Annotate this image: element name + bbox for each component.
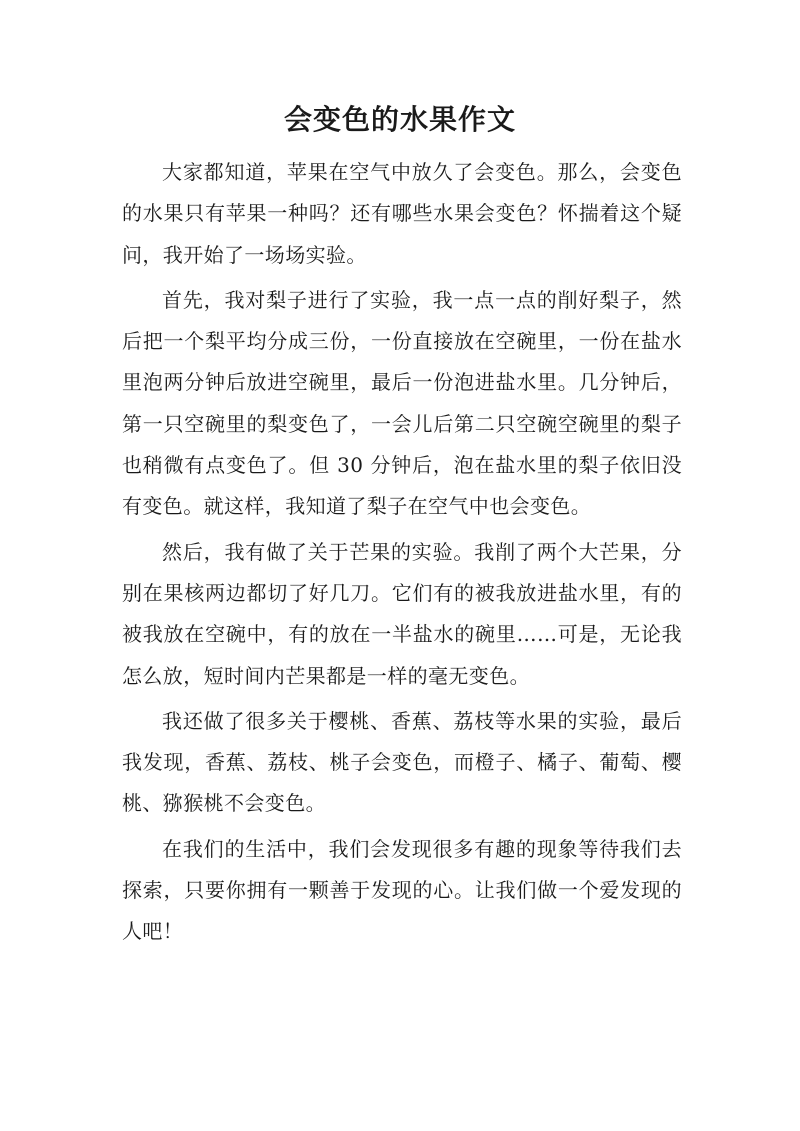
paragraph-2: 首先，我对梨子进行了实验，我一点一点的削好梨子，然后把一个梨平均分成三份，一份直接放在空碗里，一份在盐水里泡两分钟后放进空碗里，最后一份泡进盐水里。几分钟后，第一只空碗里的梨变色了，一会儿后第二只空碗空碗里的梨子也稍微有点变色了。但 30 分钟后，泡在盐水里的梨子依旧没有变色。就这样，我知道了梨子在空气中也会变色。: [122, 287, 682, 519]
paragraph-3: 然后，我有做了关于芒果的实验。我削了两个大芒果，分别在果核两边都切了好几刀。它们有的被我放进盐水里，有的被我放在空碗中，有的放在一半盐水的碗里……可是，无论我怎么放，短时间内芒果都是一样的毫无变色。: [122, 539, 682, 688]
document-title: 会变色的水果作文: [283, 103, 516, 136]
paragraph-5: 在我们的生活中，我们会发现很多有趣的现象等待我们去探索，只要你拥有一颗善于发现的心。让我们做一个爱发现的人吧！: [122, 836, 682, 944]
paragraph-4: 我还做了很多关于樱桃、香蕉、荔枝等水果的实验，最后我发现，香蕉、荔枝、桃子会变色，而橙子、橘子、葡萄、樱桃、猕猴桃不会变色。: [122, 708, 682, 816]
paragraph-1: 大家都知道，苹果在空气中放久了会变色。那么，会变色的水果只有苹果一种吗？还有哪些水果会变色？怀揣着这个疑问，我开始了一场场实验。: [122, 160, 682, 267]
document-body: [122, 152, 682, 957]
